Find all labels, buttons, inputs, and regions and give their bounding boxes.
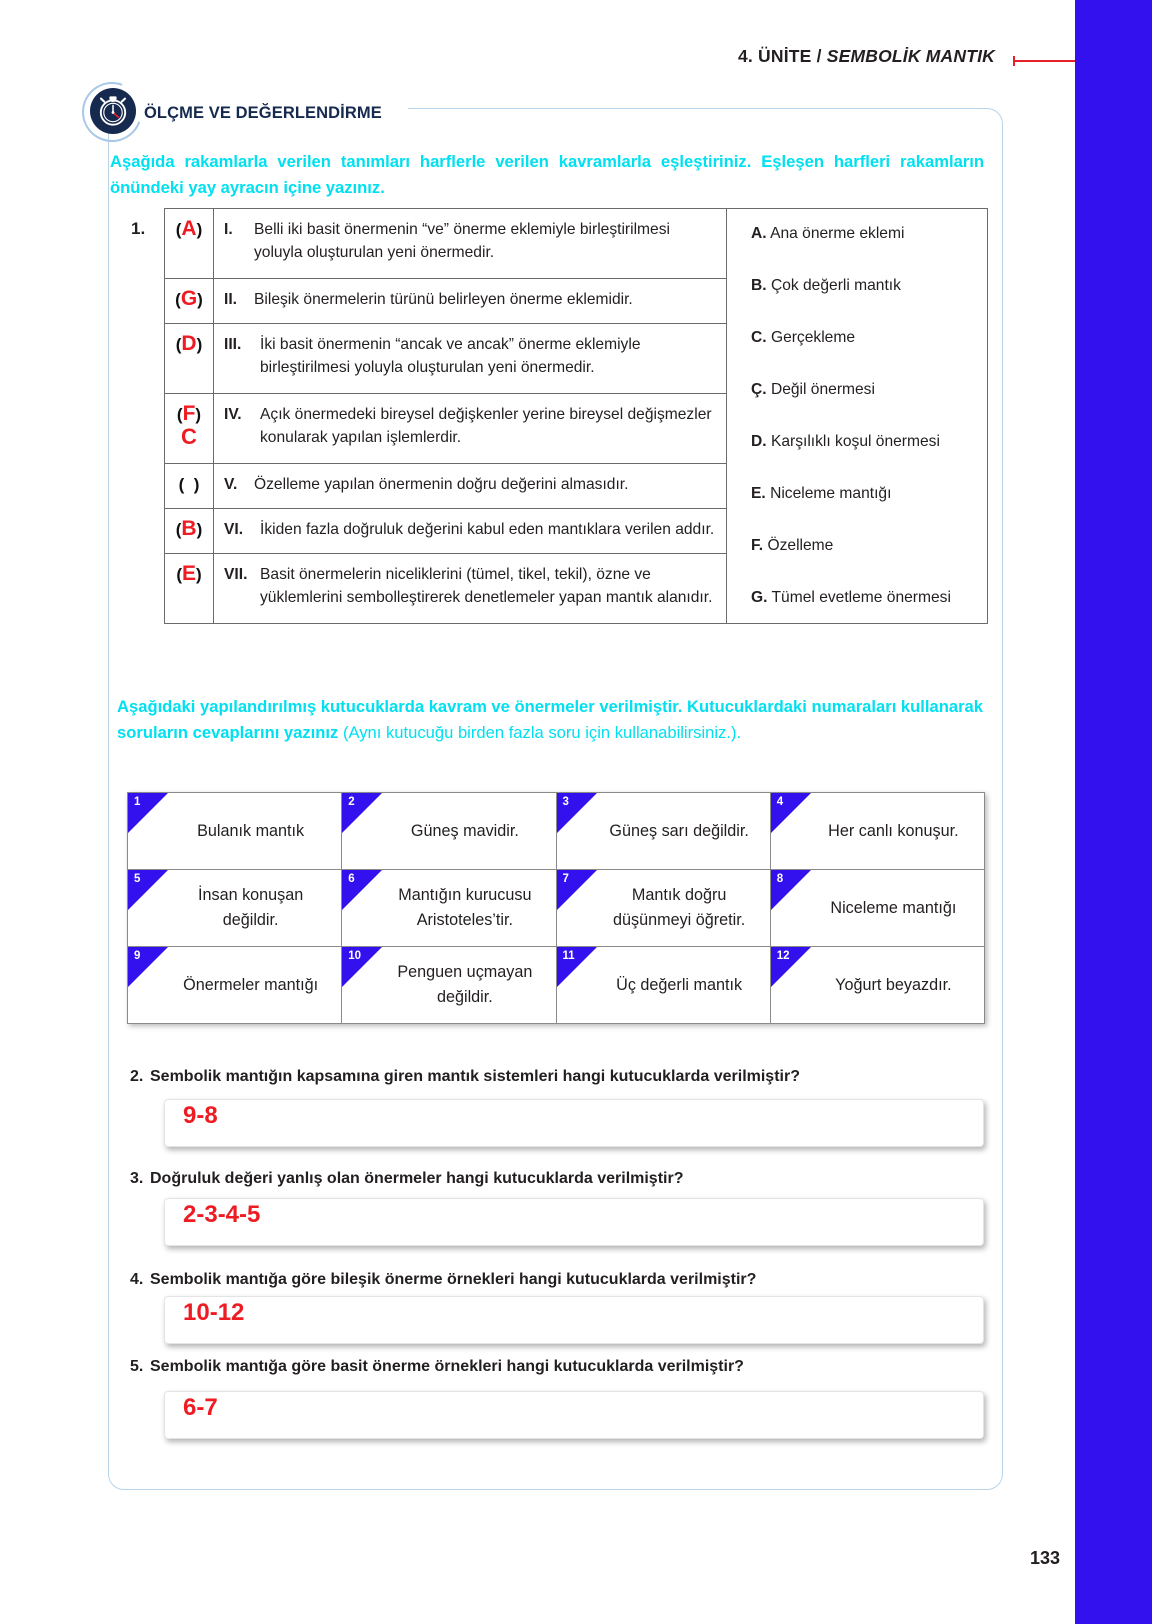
handwritten-answer-4: F	[182, 401, 196, 425]
question-5	[130, 1356, 960, 1378]
corner-triangle-icon	[557, 870, 597, 910]
key-item-a: A. Ana önerme eklemi	[751, 225, 905, 242]
box-text-6: Mantığın kurucusu Aristoteles’tir.	[398, 886, 532, 929]
section-title: ÖLÇME VE DEĞERLENDİRME	[144, 104, 382, 122]
handwritten-answer-4-extra: C	[181, 423, 197, 449]
page-number: 133	[1029, 1548, 1060, 1568]
box-text-10: Penguen uçmayan değildir.	[397, 963, 533, 1006]
question-5-text: Sembolik mantığa göre basit önerme örnekleri hangi kutucuklarda verilmiştir?	[150, 1358, 744, 1375]
definition-cell-6	[214, 508, 727, 553]
question-2	[130, 1066, 960, 1088]
concept-box-2[interactable]	[342, 793, 556, 870]
answer-paren-6: (B)	[175, 516, 203, 540]
instruction-text-2	[117, 694, 985, 746]
box-number-12: 12	[776, 950, 790, 962]
definition-cell-7	[214, 554, 727, 624]
concept-box-10[interactable]	[342, 947, 556, 1024]
box-number-6: 6	[348, 873, 355, 885]
instruction-text-1: Aşağıda rakamlarla verilen tanımları harflerle verilen kavramlarla eşleştiriniz. Eşleşen harfleri rakamların önündeki yay ayracın içine yazınız.	[110, 152, 984, 197]
box-number-2: 2	[348, 796, 355, 808]
concept-box-12[interactable]	[770, 947, 984, 1024]
roman-numeral-6: VI.	[224, 520, 244, 538]
answer-field-5[interactable]	[164, 1391, 984, 1439]
question-2-text: Sembolik mantığın kapsamına giren mantık sistemleri hangi kutucuklarda verilmiştir?	[150, 1068, 800, 1085]
answer-paren-7: (E)	[176, 562, 202, 586]
box-number-5: 5	[134, 873, 141, 885]
answer-field-2[interactable]	[164, 1099, 984, 1147]
box-number-8: 8	[776, 873, 784, 885]
corner-triangle-icon	[771, 870, 811, 910]
definition-text-7: Basit önermelerin niceliklerini (tümel, tikel, tekil), özne ve yüklemlerini sembolleştirerek denetlemeler yapan mantık alanıdır.	[260, 566, 713, 607]
concept-box-5[interactable]	[128, 870, 342, 947]
key-item-e: E. Niceleme mantığı	[751, 485, 892, 502]
handwritten-answer-6: B	[181, 516, 197, 540]
concept-box-grid	[127, 792, 985, 1024]
box-text-3: Güneş sarı değildir.	[609, 821, 749, 840]
key-item-g: G. Tümel evetleme önermesi	[751, 589, 951, 606]
running-head-unit: 4. ÜNİTE	[737, 46, 812, 66]
key-item-b: B. Çok değerli mantık	[751, 277, 901, 294]
box-text-1: Bulanık mantık	[197, 821, 305, 840]
definition-cell-2	[214, 278, 727, 323]
concept-box-11[interactable]	[556, 947, 770, 1024]
question-4-text: Sembolik mantığa göre bileşik önerme örnekleri hangi kutucuklarda verilmiştir?	[150, 1271, 757, 1288]
answer-cell-6[interactable]	[165, 508, 214, 553]
answer-paren-1: (A)	[175, 217, 203, 240]
box-number-9: 9	[134, 950, 141, 962]
corner-triangle-icon	[557, 947, 597, 987]
handwritten-answer-1: A	[181, 217, 197, 240]
stopwatch-icon	[90, 88, 136, 134]
answer-field-4[interactable]	[164, 1296, 984, 1344]
key-list-cell	[727, 209, 988, 624]
running-head	[738, 46, 995, 67]
box-text-7: Mantık doğru düşünmeyi öğretir.	[612, 886, 746, 929]
answer-cell-4[interactable]	[165, 393, 214, 463]
box-text-2: Güneş mavidir.	[410, 821, 519, 840]
question-4-number: 4.	[130, 1271, 144, 1288]
answer-paren-4: (F) C	[165, 394, 213, 456]
running-head-separator: /	[811, 46, 827, 66]
handwritten-answer-q2: 9-8	[183, 1102, 218, 1129]
handwritten-answer-3: D	[181, 332, 197, 356]
concept-box-6[interactable]	[342, 870, 556, 947]
definition-text-4: Açık önermedeki bireysel değişkenler yerine bireysel değişmezler konularak yapılan işlemlerdir.	[260, 405, 712, 446]
page-edge-blue-bar	[1075, 0, 1152, 1624]
grid-row	[128, 947, 985, 1024]
grid-row	[128, 793, 985, 870]
box-number-1: 1	[134, 796, 141, 808]
corner-triangle-icon	[557, 793, 597, 833]
box-text-9: Önermeler mantığı	[183, 975, 319, 994]
concept-box-7[interactable]	[556, 870, 770, 947]
box-text-12: Yoğurt beyazdır.	[835, 975, 952, 994]
question-5-number: 5.	[130, 1358, 144, 1375]
definition-text-5: Özelleme yapılan önermenin doğru değerini almasıdır.	[254, 475, 629, 493]
box-text-4: Her canlı konuşur.	[828, 821, 959, 840]
answer-cell-1[interactable]	[165, 209, 214, 279]
question-1-number: 1.	[131, 219, 146, 238]
definition-text-6: İkiden fazla doğruluk değerini kabul eden mantıklara verilen addır.	[260, 520, 715, 538]
handwritten-answer-q4: 10-12	[183, 1299, 245, 1326]
corner-triangle-icon	[128, 947, 168, 987]
box-number-11: 11	[562, 950, 575, 962]
answer-cell-2[interactable]	[165, 278, 214, 323]
key-item-f: F. Özelleme	[751, 537, 834, 554]
answer-cell-3[interactable]	[165, 324, 214, 394]
definition-text-2: Bileşik önermelerin türünü belirleyen önerme eklemidir.	[254, 290, 633, 308]
answer-field-3[interactable]	[164, 1198, 984, 1246]
question-2-number: 2.	[130, 1068, 144, 1085]
question-3	[130, 1168, 960, 1190]
box-number-10: 10	[348, 950, 362, 962]
handwritten-answer-q3: 2-3-4-5	[183, 1201, 261, 1228]
answer-cell-5[interactable]	[165, 463, 214, 508]
definition-cell-5	[214, 463, 727, 508]
answer-paren-5: ( )	[178, 474, 200, 494]
definition-text-1: Belli iki basit önermenin “ve” önerme eklemiyle birleştirilmesi yoluyla oluşturulan yeni önermedir.	[254, 221, 670, 261]
handwritten-answer-q5: 6-7	[183, 1394, 218, 1421]
roman-numeral-2: II.	[224, 290, 237, 308]
handwritten-answer-2: G	[180, 286, 198, 310]
box-number-3: 3	[562, 796, 569, 808]
concept-box-9[interactable]	[128, 947, 342, 1024]
concept-box-4[interactable]	[770, 793, 984, 870]
corner-triangle-icon	[128, 793, 168, 833]
concept-box-8[interactable]	[770, 870, 984, 947]
answer-paren-2: (G)	[175, 286, 203, 310]
corner-triangle-icon	[771, 793, 811, 833]
answer-cell-7[interactable]	[165, 554, 214, 624]
roman-numeral-7: VII.	[224, 566, 248, 584]
definition-cell-3	[214, 324, 727, 394]
box-number-7: 7	[562, 873, 569, 885]
definition-cell-4	[214, 393, 727, 463]
corner-triangle-icon	[128, 870, 168, 910]
roman-numeral-1: I.	[224, 221, 233, 238]
box-text-8: Niceleme mantığı	[830, 898, 957, 917]
definition-cell-1	[214, 209, 727, 279]
roman-numeral-3: III.	[224, 336, 242, 354]
concept-box-3[interactable]	[556, 793, 770, 870]
question-3-number: 3.	[130, 1170, 144, 1187]
box-number-4: 4	[776, 796, 784, 808]
running-head-rule	[1013, 60, 1075, 62]
corner-triangle-icon	[342, 793, 382, 833]
question-3-text: Doğruluk değeri yanlış olan önermeler hangi kutucuklarda verilmiştir?	[150, 1170, 684, 1187]
key-item-c: C. Gerçekleme	[751, 329, 855, 346]
table-row	[165, 209, 988, 279]
corner-triangle-icon	[771, 947, 811, 987]
question-4	[130, 1269, 960, 1291]
corner-triangle-icon	[342, 870, 382, 910]
answer-paren-3: (D)	[175, 332, 203, 356]
roman-numeral-5: V.	[224, 475, 238, 493]
running-head-topic: SEMBOLİK MANTIK	[826, 46, 995, 66]
grid-row	[128, 870, 985, 947]
definition-text-3: İki basit önermenin “ancak ve ancak” önerme eklemiyle birleştirilmesi yoluyla oluşturulan yeni önermedir.	[260, 336, 641, 377]
concept-box-1[interactable]	[128, 793, 342, 870]
box-text-11: Üç değerli mantık	[616, 975, 743, 994]
instruction-2-bold: Aşağıdaki yapılandırılmış kutucuklarda kavram ve önermeler verilmiştir. Kutucuklardaki numaraları kullanarak soruların cevaplarını yazınız	[117, 697, 984, 742]
key-item-cc: Ç. Değil önermesi	[751, 381, 875, 398]
corner-triangle-icon	[342, 947, 382, 987]
handwritten-answer-7: E	[181, 562, 196, 586]
roman-numeral-4: IV.	[224, 405, 242, 423]
box-text-5: İnsan konuşan değildir.	[197, 886, 304, 929]
matching-table	[164, 208, 988, 624]
key-item-d: D. Karşılıklı koşul önermesi	[751, 433, 940, 450]
instruction-2-thin: (Aynı kutucuğu birden fazla soru için kullanabilirsiniz.).	[338, 723, 742, 742]
